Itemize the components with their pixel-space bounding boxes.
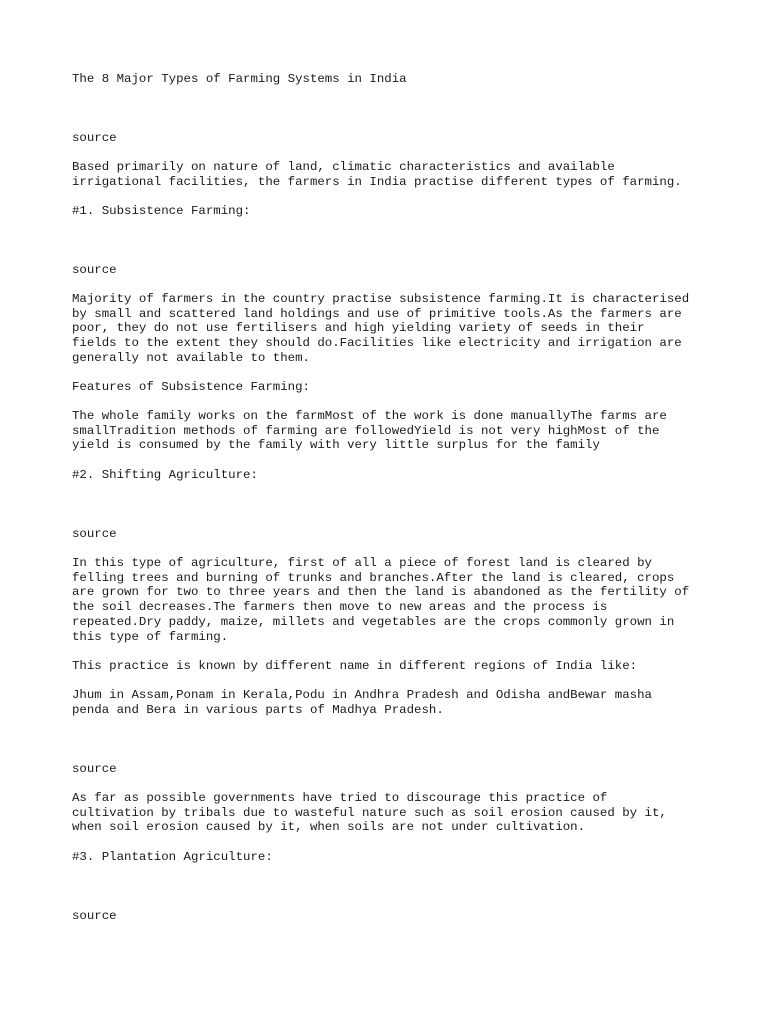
source-label: source bbox=[72, 909, 117, 923]
features-paragraph: The whole family works on the farmMost of the work is done manuallyThe farms are smallTradition methods of farming are followedYield is not very highMost of the yield is consumed by the family with very little surplus for the family bbox=[72, 409, 667, 453]
document-title: The 8 Major Types of Farming Systems in India bbox=[72, 72, 407, 86]
subsistence-paragraph: Majority of farmers in the country practise subsistence farming.It is characterised by small and scattered land holdings and use of primitive tools.As the farmers are poor, they do not use fertilisers and high yielding variety of seeds in their fields to the extent they should do.Facilities like electricity and irrigation are generally not available to them. bbox=[72, 292, 690, 365]
section-heading-plantation: #3. Plantation Agriculture: bbox=[72, 850, 273, 864]
regional-names-paragraph: Jhum in Assam,Ponam in Kerala,Podu in Andhra Pradesh and Odisha andBewar masha penda and Bera in various parts of Madhya Pradesh. bbox=[72, 688, 652, 717]
regional-names-intro: This practice is known by different name in different regions of India like: bbox=[72, 659, 638, 673]
source-label: source bbox=[72, 263, 117, 277]
intro-paragraph: Based primarily on nature of land, climatic characteristics and available irrigational facilities, the farmers in India practise different types of farming. bbox=[72, 160, 682, 189]
features-heading: Features of Subsistence Farming: bbox=[72, 380, 310, 394]
source-label: source bbox=[72, 762, 117, 776]
source-label: source bbox=[72, 527, 117, 541]
shifting-paragraph: In this type of agriculture, first of all a piece of forest land is cleared by felling trees and burning of trunks and branches.After the land is cleared, crops are grown for two to three years and then the land is abandoned as the fertility of the soil decreases.The farmers then move to new areas and the process is repeated.Dry paddy, maize, millets and vegetables are the crops commonly grown in this type of farming. bbox=[72, 556, 690, 644]
governments-paragraph: As far as possible governments have tried to discourage this practice of cultivation by tribals due to wasteful nature such as soil erosion caused by it, when soil erosion caused by it, when soils are not under cultivation. bbox=[72, 791, 667, 835]
section-heading-shifting: #2. Shifting Agriculture: bbox=[72, 468, 258, 482]
source-label: source bbox=[72, 131, 117, 145]
section-heading-subsistence: #1. Subsistence Farming: bbox=[72, 204, 251, 218]
